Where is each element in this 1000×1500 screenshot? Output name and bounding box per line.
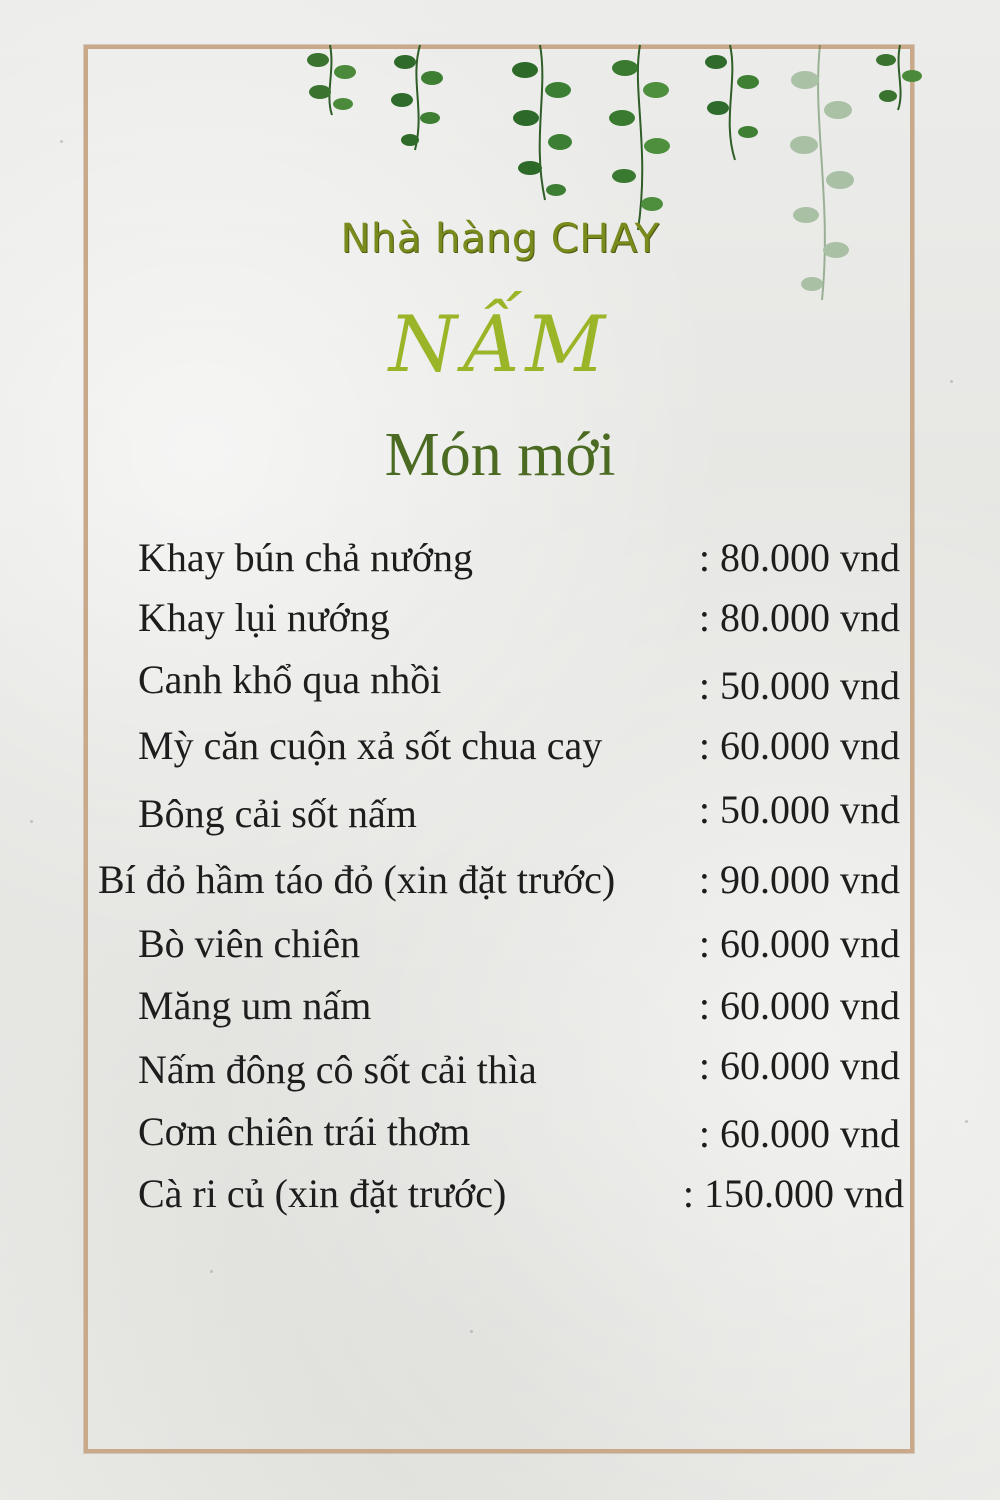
menu-item-price: : 90.000 vnd bbox=[698, 857, 900, 902]
menu-item bbox=[0, 1042, 1000, 1092]
menu-item-price: : 60.000 vnd bbox=[698, 723, 900, 768]
menu-item bbox=[0, 856, 1000, 906]
menu-item bbox=[0, 594, 1000, 644]
menu-item-name: Nấm đông cô sốt cải thìa bbox=[138, 1047, 537, 1092]
menu-item-name: Bí đỏ hầm táo đỏ (xin đặt trước) bbox=[98, 857, 616, 902]
menu-item-price: : 150.000 vnd bbox=[682, 1171, 904, 1216]
menu-item-price: : 60.000 vnd bbox=[698, 983, 900, 1028]
menu-item-name: Bò viên chiên bbox=[138, 921, 361, 966]
menu-item-price: : 80.000 vnd bbox=[698, 535, 900, 580]
menu-item-name: Khay lụi nướng bbox=[138, 595, 390, 640]
restaurant-type-title: Nhà hàng CHAY bbox=[340, 216, 660, 262]
menu-item bbox=[0, 656, 1000, 706]
menu-item bbox=[0, 722, 1000, 772]
menu-item-name: Cà ri củ (xin đặt trước) bbox=[138, 1171, 507, 1216]
menu-item-price: : 80.000 vnd bbox=[698, 595, 900, 640]
menu-item-price: : 50.000 vnd bbox=[698, 663, 900, 708]
menu-item-name: Mỳ căn cuộn xả sốt chua cay bbox=[138, 723, 603, 768]
brand-title: NẤM bbox=[388, 300, 612, 390]
menu-item bbox=[0, 920, 1000, 970]
menu-item-name: Canh khổ qua nhồi bbox=[138, 657, 442, 702]
menu-item-price: : 60.000 vnd bbox=[698, 921, 900, 966]
menu-item bbox=[0, 786, 1000, 836]
menu-item bbox=[0, 1170, 1000, 1220]
menu-item-name: Khay bún chả nướng bbox=[138, 535, 473, 580]
menu-item-name: Cơm chiên trái thơm bbox=[138, 1109, 471, 1154]
section-title: Món mới bbox=[384, 421, 616, 489]
menu-item-price: : 60.000 vnd bbox=[698, 1111, 900, 1156]
menu-item-name: Bông cải sốt nấm bbox=[138, 791, 417, 836]
paper-speck bbox=[60, 140, 63, 143]
menu-item bbox=[0, 982, 1000, 1032]
menu-item bbox=[0, 1108, 1000, 1158]
menu-item-name: Măng um nấm bbox=[138, 983, 372, 1028]
menu-item bbox=[0, 534, 1000, 584]
menu-item-price: : 60.000 vnd bbox=[698, 1043, 900, 1088]
menu-item-price: : 50.000 vnd bbox=[698, 787, 900, 832]
